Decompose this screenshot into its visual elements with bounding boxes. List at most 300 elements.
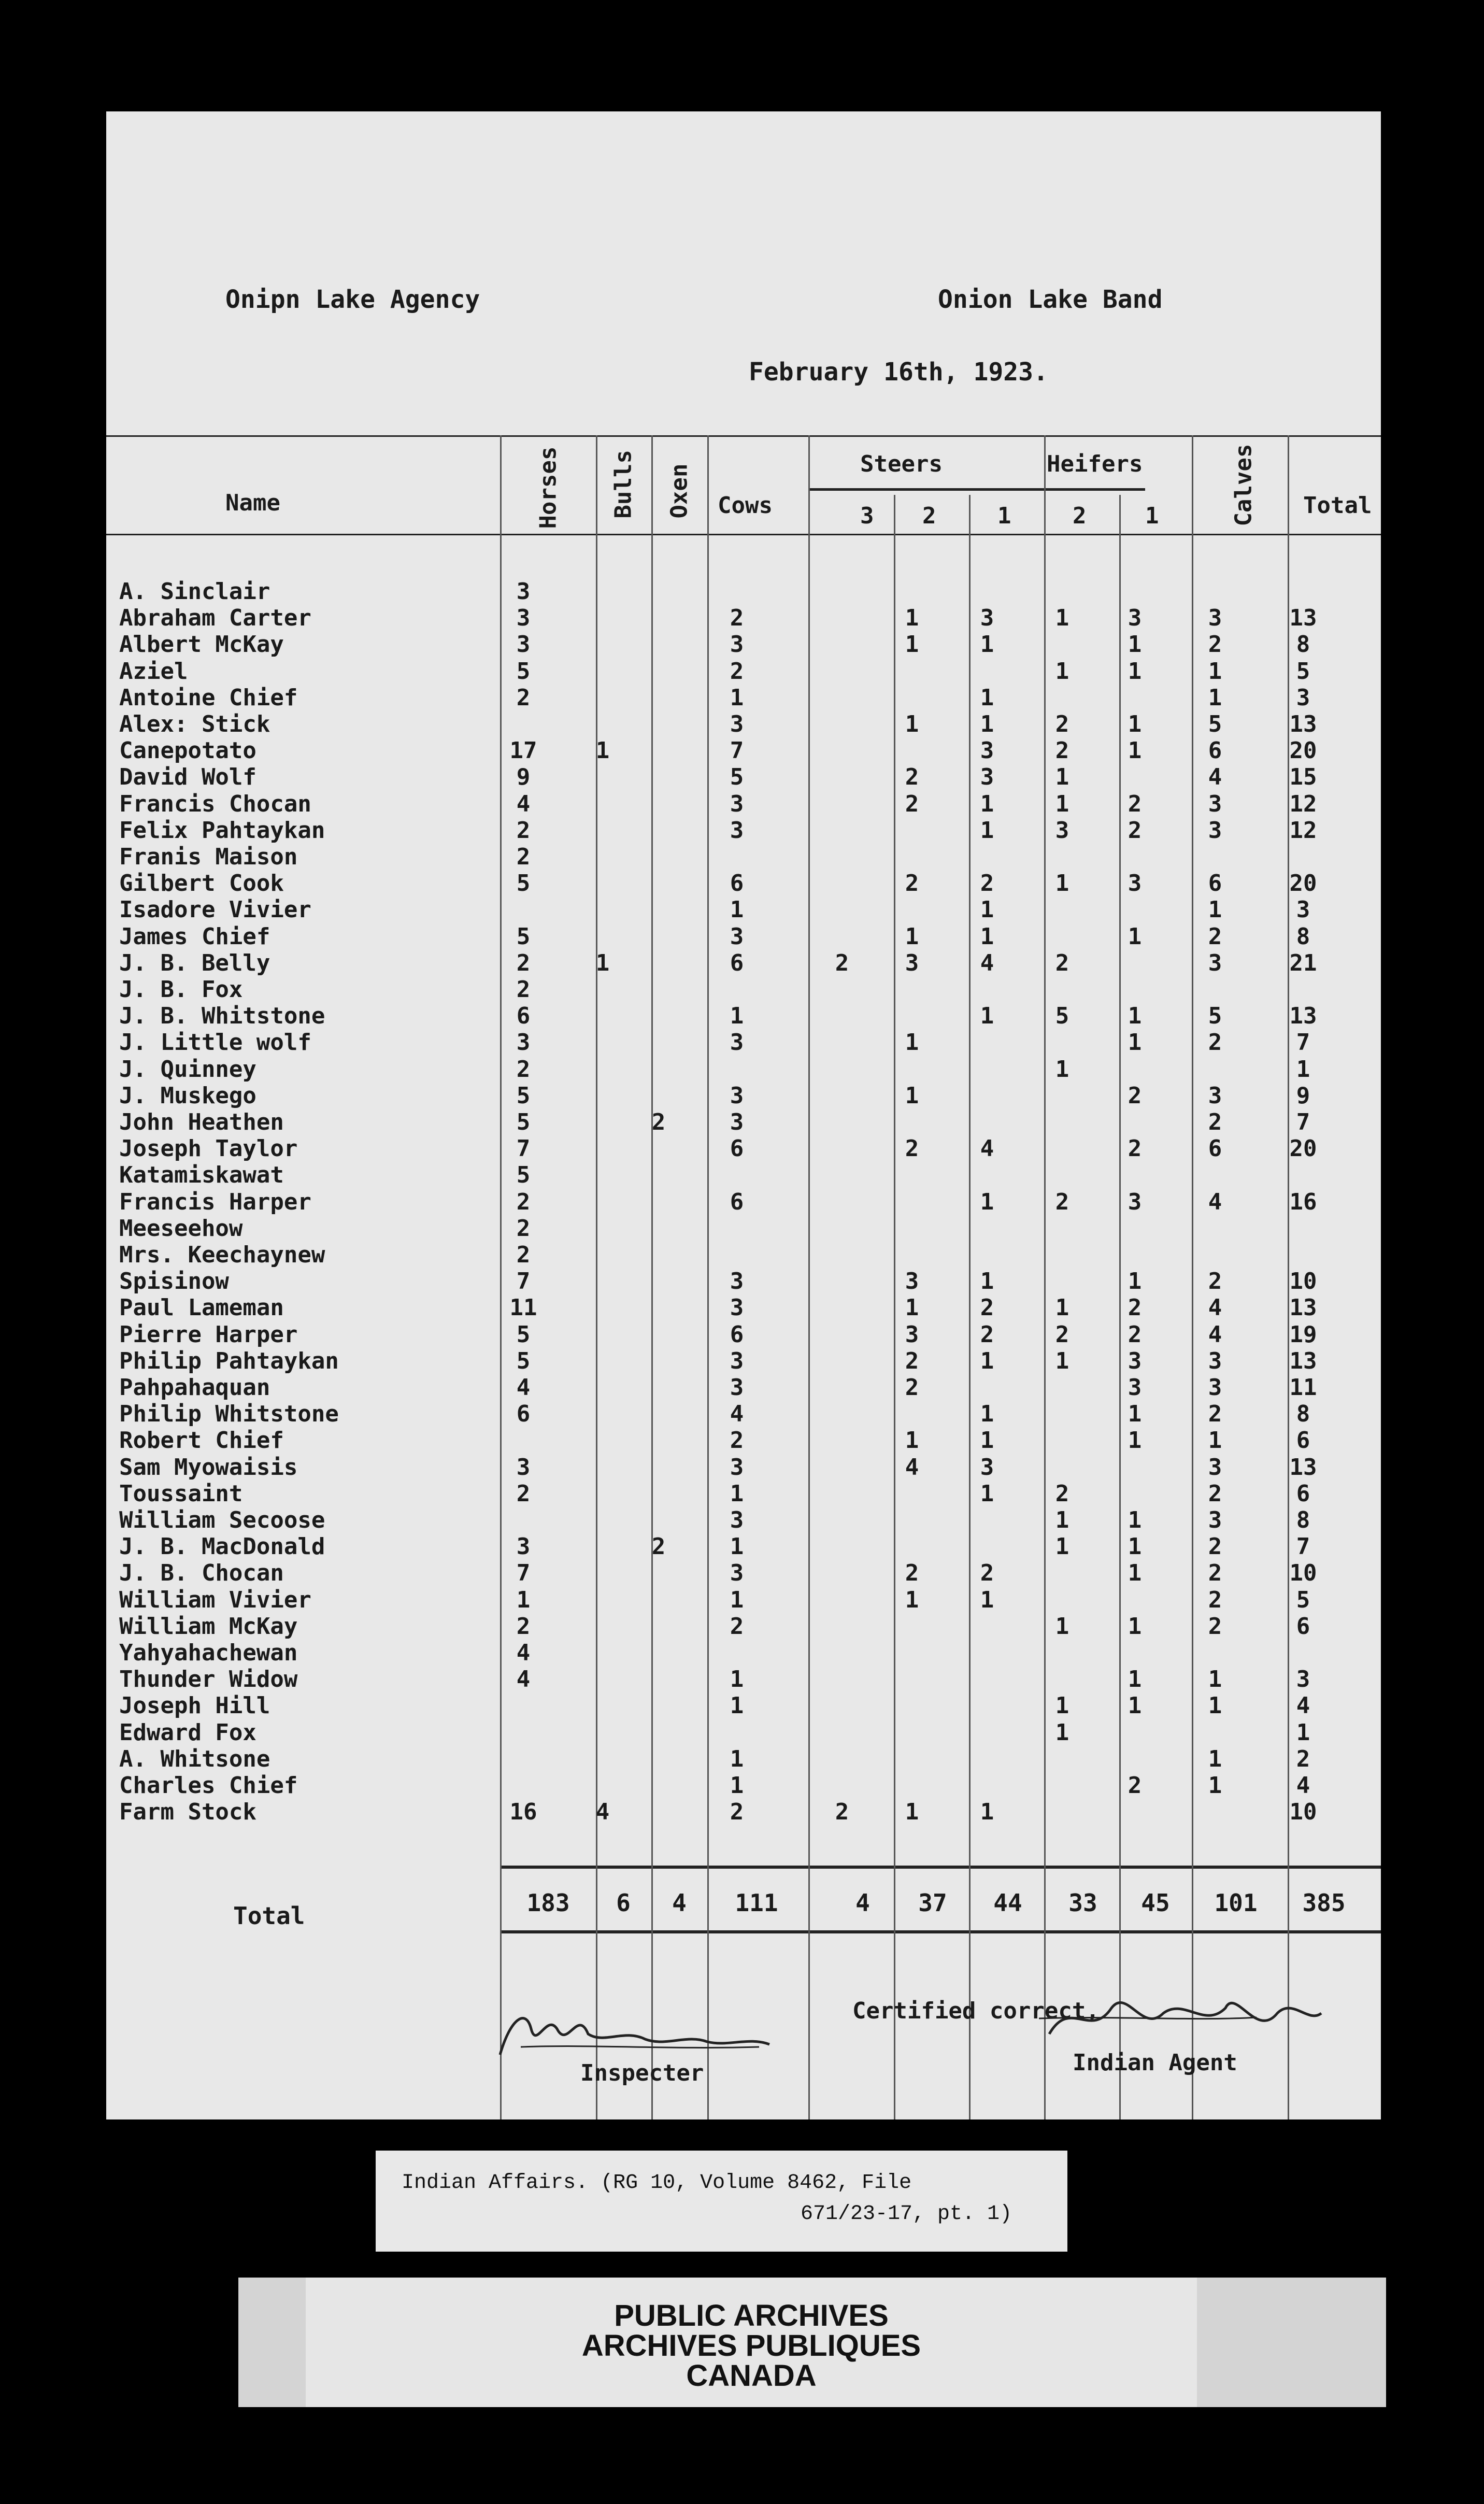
row-cell-calves: 1: [1208, 1692, 1222, 1719]
row-name: Pierre Harper: [119, 1321, 298, 1348]
row-cell-total: 15: [1289, 764, 1317, 791]
row-cell-cows: 3: [730, 790, 744, 817]
row-cell-horses: 3: [516, 1029, 531, 1056]
row-cell-cows: 6: [730, 1188, 744, 1215]
row-cell-h1: 1: [1128, 1268, 1142, 1295]
row-cell-cows: 3: [730, 1374, 744, 1401]
row-cell-cows: 2: [730, 1799, 744, 1826]
row-cell-calves: 4: [1208, 764, 1222, 791]
col-divider: [651, 435, 653, 2119]
row-cell-s2: 2: [905, 790, 919, 817]
row-cell-calves: 2: [1208, 1533, 1222, 1560]
row-cell-total: 1: [1296, 1719, 1310, 1746]
row-cell-h1: 1: [1128, 711, 1142, 737]
row-name: Sam Myowaisis: [119, 1454, 298, 1481]
row-cell-calves: 6: [1208, 870, 1222, 897]
row-cell-h2: 1: [1055, 870, 1069, 897]
row-name: Joseph Taylor: [119, 1135, 298, 1162]
row-name: Thunder Widow: [119, 1666, 298, 1693]
row-cell-horses: 2: [516, 1613, 531, 1640]
row-cell-horses: 4: [516, 1374, 531, 1401]
row-cell-total: 21: [1289, 949, 1317, 976]
row-cell-h1: 1: [1128, 1029, 1142, 1056]
calves-column-header: Calves: [1230, 444, 1257, 527]
row-cell-s1: 1: [980, 1188, 994, 1215]
row-name: Franis Maison: [119, 844, 298, 870]
row-cell-s2: 2: [905, 1374, 919, 1401]
col-divider: [596, 435, 597, 2119]
row-cell-horses: 5: [516, 923, 531, 950]
row-cell-h2: 1: [1055, 790, 1069, 817]
row-cell-total: 5: [1296, 658, 1310, 685]
row-cell-calves: 2: [1208, 1268, 1222, 1295]
row-cell-s2: 1: [905, 1294, 919, 1321]
row-name: Katamiskawat: [119, 1162, 284, 1189]
row-cell-horses: 6: [516, 1003, 531, 1030]
row-cell-total: 13: [1289, 1294, 1317, 1321]
row-cell-horses: 1: [516, 1586, 531, 1613]
row-cell-h1: 1: [1128, 631, 1142, 658]
reference-line-1: Indian Affairs. (RG 10, Volume 8462, File: [402, 2171, 912, 2195]
row-cell-cows: 3: [730, 1029, 744, 1056]
row-name: Albert McKay: [119, 631, 284, 658]
row-cell-calves: 2: [1208, 1586, 1222, 1613]
row-cell-cows: 2: [730, 658, 744, 685]
row-name: William Secoose: [119, 1507, 325, 1533]
row-cell-h1: 1: [1128, 737, 1142, 764]
row-cell-cows: 3: [730, 1507, 744, 1533]
row-cell-total: 8: [1296, 923, 1310, 950]
row-name: Farm Stock: [119, 1799, 256, 1826]
row-cell-cows: 3: [730, 1347, 744, 1374]
row-cell-h2: 2: [1055, 1188, 1069, 1215]
row-cell-h1: 2: [1128, 1082, 1142, 1109]
row-cell-total: 6: [1296, 1613, 1310, 1640]
row-cell-total: 6: [1296, 1480, 1310, 1507]
row-cell-s1: 2: [980, 1294, 994, 1321]
row-name: Philip Pahtaykan: [119, 1347, 339, 1374]
row-cell-horses: 6: [516, 1401, 531, 1428]
row-cell-s2: 3: [905, 1321, 919, 1348]
row-cell-total: 8: [1296, 1507, 1310, 1533]
row-cell-calves: 3: [1208, 949, 1222, 976]
row-cell-bulls: 1: [595, 737, 610, 764]
row-cell-s1: 1: [980, 631, 994, 658]
row-cell-s2: 3: [905, 949, 919, 976]
row-cell-horses: 17: [509, 737, 537, 764]
row-name: Meeseehow: [119, 1215, 243, 1242]
row-cell-oxen: 2: [651, 1109, 666, 1135]
row-cell-s2: 1: [905, 1082, 919, 1109]
row-name: J. B. MacDonald: [119, 1533, 325, 1560]
row-cell-total: 3: [1296, 897, 1310, 923]
row-cell-h1: 3: [1128, 870, 1142, 897]
steers-column-header: Steers: [860, 451, 943, 477]
row-cell-h2: 1: [1055, 764, 1069, 791]
row-cell-h1: 3: [1128, 1374, 1142, 1401]
row-cell-cows: 3: [730, 1560, 744, 1587]
row-cell-h1: 3: [1128, 1188, 1142, 1215]
row-cell-calves: 2: [1208, 1613, 1222, 1640]
row-name: Robert Chief: [119, 1427, 284, 1454]
row-cell-total: 12: [1289, 790, 1317, 817]
total-overall: 385: [1302, 1889, 1346, 1917]
row-cell-calves: 3: [1208, 605, 1222, 632]
row-cell-horses: 2: [516, 949, 531, 976]
row-cell-calves: 3: [1208, 1347, 1222, 1374]
row-cell-h1: 1: [1128, 1613, 1142, 1640]
row-cell-s3: 2: [835, 1799, 849, 1826]
row-cell-cows: 3: [730, 1454, 744, 1481]
row-cell-calves: 4: [1208, 1188, 1222, 1215]
row-cell-cows: 3: [730, 923, 744, 950]
row-cell-h1: 1: [1128, 658, 1142, 685]
row-cell-total: 4: [1296, 1772, 1310, 1799]
row-cell-cows: 2: [730, 605, 744, 632]
row-cell-cows: 7: [730, 737, 744, 764]
total-column-header: Total: [1303, 492, 1372, 519]
row-cell-cows: 3: [730, 1082, 744, 1109]
row-cell-h2: 1: [1055, 1613, 1069, 1640]
row-name: Joseph Hill: [119, 1692, 270, 1719]
row-cell-s1: 1: [980, 711, 994, 737]
cows-column-header: Cows: [718, 492, 773, 519]
total-calves: 101: [1214, 1889, 1258, 1917]
row-cell-h2: 2: [1055, 1480, 1069, 1507]
row-cell-s1: 1: [980, 1586, 994, 1613]
row-name: Canepotato: [119, 737, 256, 764]
row-cell-horses: 2: [516, 844, 531, 870]
row-name: Toussaint: [119, 1480, 243, 1507]
row-cell-h1: 1: [1128, 1560, 1142, 1587]
document-page: [106, 111, 1381, 2119]
row-cell-horses: 4: [516, 790, 531, 817]
row-cell-calves: 3: [1208, 1507, 1222, 1533]
row-cell-h2: 1: [1055, 1533, 1069, 1560]
row-cell-cows: 3: [730, 631, 744, 658]
row-cell-cows: 1: [730, 684, 744, 711]
row-cell-horses: 2: [516, 1188, 531, 1215]
row-cell-h2: 2: [1055, 737, 1069, 764]
row-cell-horses: 5: [516, 1321, 531, 1348]
row-cell-s1: 1: [980, 1268, 994, 1295]
row-cell-calves: 2: [1208, 923, 1222, 950]
row-cell-total: 10: [1289, 1560, 1317, 1587]
col-divider: [707, 435, 709, 2119]
row-name: J. B. Belly: [119, 949, 270, 976]
row-cell-horses: 5: [516, 1162, 531, 1189]
row-name: J. Little wolf: [119, 1029, 311, 1056]
total-cows: 111: [735, 1889, 778, 1917]
row-name: David Wolf: [119, 764, 256, 791]
row-cell-total: 20: [1289, 737, 1317, 764]
oxen-column-header: Oxen: [666, 463, 693, 519]
row-cell-s1: 1: [980, 1401, 994, 1428]
row-cell-total: 6: [1296, 1427, 1310, 1454]
row-cell-cows: 4: [730, 1401, 744, 1428]
row-cell-horses: 5: [516, 1082, 531, 1109]
row-cell-horses: 7: [516, 1135, 531, 1162]
steers-2-header: 2: [922, 503, 936, 529]
row-cell-calves: 1: [1208, 1427, 1222, 1454]
row-cell-total: 10: [1289, 1799, 1317, 1826]
row-name: Edward Fox: [119, 1719, 256, 1746]
row-cell-cows: 1: [730, 1533, 744, 1560]
row-cell-s1: 1: [980, 790, 994, 817]
row-name: Alex: Stick: [119, 711, 270, 737]
row-cell-h1: 1: [1128, 1666, 1142, 1693]
row-cell-s2: 2: [905, 1135, 919, 1162]
agency-name: Onipn Lake Agency: [225, 285, 480, 314]
name-column-header: Name: [225, 490, 280, 516]
row-cell-s1: 1: [980, 897, 994, 923]
row-cell-calves: 4: [1208, 1321, 1222, 1348]
row-cell-calves: 2: [1208, 631, 1222, 658]
row-cell-calves: 2: [1208, 1029, 1222, 1056]
row-cell-s1: 1: [980, 1003, 994, 1030]
row-name: J. B. Fox: [119, 976, 243, 1003]
row-cell-horses: 7: [516, 1560, 531, 1587]
row-name: Spisinow: [119, 1268, 229, 1295]
row-cell-calves: 2: [1208, 1109, 1222, 1135]
row-cell-s1: 4: [980, 949, 994, 976]
row-cell-s1: 1: [980, 1427, 994, 1454]
row-cell-bulls: 4: [595, 1799, 610, 1826]
row-cell-cows: 1: [730, 1692, 744, 1719]
heifers-1-header: 1: [1145, 503, 1159, 529]
row-cell-cows: 1: [730, 1745, 744, 1772]
row-cell-cows: 1: [730, 1586, 744, 1613]
row-cell-total: 20: [1289, 1135, 1317, 1162]
row-cell-h2: 1: [1055, 1294, 1069, 1321]
row-name: Francis Harper: [119, 1188, 311, 1215]
row-cell-s1: 1: [980, 1480, 994, 1507]
heifers-column-header: Heifers: [1047, 451, 1143, 477]
row-cell-cows: 6: [730, 1321, 744, 1348]
row-cell-calves: 2: [1208, 1560, 1222, 1587]
row-name: John Heathen: [119, 1109, 284, 1135]
total-heifers-1: 45: [1141, 1889, 1170, 1917]
row-cell-h2: 1: [1055, 605, 1069, 632]
row-cell-cows: 1: [730, 897, 744, 923]
row-cell-h1: 1: [1128, 1507, 1142, 1533]
row-name: Francis Chocan: [119, 790, 311, 817]
row-cell-h1: 3: [1128, 1347, 1142, 1374]
row-cell-cows: 6: [730, 949, 744, 976]
row-cell-horses: 5: [516, 870, 531, 897]
row-cell-total: 3: [1296, 684, 1310, 711]
row-cell-calves: 1: [1208, 1772, 1222, 1799]
total-oxen: 4: [672, 1889, 687, 1917]
row-cell-calves: 2: [1208, 1401, 1222, 1428]
row-cell-horses: 2: [516, 1480, 531, 1507]
row-cell-s2: 1: [905, 1799, 919, 1826]
row-cell-calves: 4: [1208, 1294, 1222, 1321]
row-cell-horses: 3: [516, 578, 531, 605]
row-cell-calves: 3: [1208, 817, 1222, 844]
row-cell-horses: 4: [516, 1666, 531, 1693]
row-cell-total: 11: [1289, 1374, 1317, 1401]
row-name: Antoine Chief: [119, 684, 298, 711]
row-cell-calves: 6: [1208, 1135, 1222, 1162]
row-cell-calves: 1: [1208, 684, 1222, 711]
reference-line-2: 671/23-17, pt. 1): [801, 2202, 1012, 2226]
row-cell-horses: 7: [516, 1268, 531, 1295]
row-cell-horses: 3: [516, 1533, 531, 1560]
total-heifers-2: 33: [1068, 1889, 1097, 1917]
row-name: Philip Whitstone: [119, 1401, 339, 1428]
row-cell-h2: 1: [1055, 1692, 1069, 1719]
row-name: Gilbert Cook: [119, 870, 284, 897]
row-name: Pahpahaquan: [119, 1374, 270, 1401]
row-cell-oxen: 2: [651, 1533, 666, 1560]
row-name: Charles Chief: [119, 1772, 298, 1799]
row-cell-s1: 3: [980, 1454, 994, 1481]
header-bottom-rule: [106, 534, 1381, 535]
row-cell-calves: 1: [1208, 897, 1222, 923]
row-name: Isadore Vivier: [119, 897, 311, 923]
row-cell-h2: 2: [1055, 949, 1069, 976]
row-cell-cows: 3: [730, 1109, 744, 1135]
row-cell-horses: 5: [516, 1347, 531, 1374]
row-cell-h1: 1: [1128, 1692, 1142, 1719]
row-cell-s1: 1: [980, 817, 994, 844]
row-cell-h1: 1: [1128, 1427, 1142, 1454]
row-cell-total: 13: [1289, 711, 1317, 737]
row-cell-cows: 3: [730, 711, 744, 737]
totals-top-rule: [500, 1866, 1381, 1869]
row-cell-h2: 1: [1055, 1507, 1069, 1533]
row-cell-total: 5: [1296, 1586, 1310, 1613]
row-name: James Chief: [119, 923, 270, 950]
row-cell-h1: 2: [1128, 790, 1142, 817]
agent-signature: [1039, 1977, 1329, 2050]
row-cell-s1: 2: [980, 1321, 994, 1348]
row-cell-total: 7: [1296, 1533, 1310, 1560]
row-cell-cows: 6: [730, 1135, 744, 1162]
row-cell-h2: 1: [1055, 658, 1069, 685]
row-cell-total: 13: [1289, 605, 1317, 632]
row-cell-s2: 1: [905, 1427, 919, 1454]
row-cell-total: 3: [1296, 1666, 1310, 1693]
row-name: Aziel: [119, 658, 188, 685]
row-cell-calves: 3: [1208, 1082, 1222, 1109]
row-cell-s3: 2: [835, 949, 849, 976]
row-cell-horses: 3: [516, 1454, 531, 1481]
row-cell-total: 8: [1296, 631, 1310, 658]
row-cell-s2: 2: [905, 1347, 919, 1374]
row-cell-h1: 3: [1128, 605, 1142, 632]
total-steers-1: 44: [993, 1889, 1022, 1917]
row-cell-h2: 2: [1055, 1321, 1069, 1348]
row-cell-horses: 2: [516, 1056, 531, 1083]
row-cell-h1: 2: [1128, 1294, 1142, 1321]
row-cell-total: 13: [1289, 1003, 1317, 1030]
row-cell-total: 4: [1296, 1692, 1310, 1719]
agent-label: Indian Agent: [1073, 2050, 1237, 2076]
row-cell-calves: 3: [1208, 1454, 1222, 1481]
row-cell-calves: 1: [1208, 1745, 1222, 1772]
row-cell-h1: 2: [1128, 817, 1142, 844]
row-cell-s2: 4: [905, 1454, 919, 1481]
archives-stamp: [306, 2278, 1197, 2407]
row-name: William McKay: [119, 1613, 298, 1640]
row-cell-horses: 3: [516, 631, 531, 658]
totals-bottom-rule: [500, 1930, 1381, 1933]
inspector-signature: [490, 1998, 780, 2065]
row-cell-horses: 9: [516, 764, 531, 791]
row-cell-cows: 1: [730, 1772, 744, 1799]
row-cell-s2: 2: [905, 870, 919, 897]
row-name: J. Quinney: [119, 1056, 256, 1083]
steers-heifers-rule: [808, 488, 1145, 491]
row-name: J. Muskego: [119, 1082, 256, 1109]
row-cell-h1: 1: [1128, 1533, 1142, 1560]
col-divider: [1192, 435, 1193, 2119]
row-name: Mrs. Keechaynew: [119, 1242, 325, 1268]
inspector-label: Inspecter: [580, 2060, 704, 2086]
row-cell-s2: 1: [905, 605, 919, 632]
row-cell-total: 16: [1289, 1188, 1317, 1215]
row-cell-total: 9: [1296, 1082, 1310, 1109]
row-cell-s2: 1: [905, 1586, 919, 1613]
total-steers-3: 4: [855, 1889, 870, 1917]
row-cell-horses: 2: [516, 976, 531, 1003]
document-date: February 16th, 1923.: [749, 358, 1048, 387]
band-name: Onion Lake Band: [938, 285, 1163, 314]
row-cell-s2: 2: [905, 764, 919, 791]
steers-3-header: 3: [860, 503, 874, 529]
row-cell-calves: 6: [1208, 737, 1222, 764]
row-cell-calves: 3: [1208, 1374, 1222, 1401]
row-cell-total: 7: [1296, 1109, 1310, 1135]
bulls-column-header: Bulls: [610, 450, 637, 519]
horses-column-header: Horses: [535, 446, 562, 529]
row-cell-h2: 1: [1055, 1347, 1069, 1374]
row-cell-total: 13: [1289, 1347, 1317, 1374]
row-cell-total: 7: [1296, 1029, 1310, 1056]
row-name: William Vivier: [119, 1586, 311, 1613]
row-cell-s2: 2: [905, 1560, 919, 1587]
row-cell-bulls: 1: [595, 949, 610, 976]
row-cell-cows: 2: [730, 1613, 744, 1640]
row-cell-total: 19: [1289, 1321, 1317, 1348]
row-cell-cows: 5: [730, 764, 744, 791]
heifers-2-header: 2: [1073, 503, 1087, 529]
row-cell-horses: 5: [516, 658, 531, 685]
row-cell-calves: 5: [1208, 1003, 1222, 1030]
row-name: J. B. Whitstone: [119, 1003, 325, 1030]
row-cell-horses: 16: [509, 1799, 537, 1826]
row-cell-s1: 2: [980, 870, 994, 897]
totals-label: Total: [233, 1902, 305, 1930]
row-name: Paul Lameman: [119, 1294, 284, 1321]
row-cell-total: 13: [1289, 1454, 1317, 1481]
row-cell-s1: 2: [980, 1560, 994, 1587]
row-cell-total: 10: [1289, 1268, 1317, 1295]
row-cell-cows: 2: [730, 1427, 744, 1454]
row-cell-h2: 1: [1055, 1056, 1069, 1083]
row-cell-h1: 1: [1128, 1401, 1142, 1428]
row-cell-cows: 1: [730, 1666, 744, 1693]
row-name: J. B. Chocan: [119, 1560, 284, 1587]
row-cell-h2: 2: [1055, 711, 1069, 737]
row-name: Yahyahachewan: [119, 1640, 298, 1666]
row-cell-calves: 1: [1208, 658, 1222, 685]
total-steers-2: 37: [918, 1889, 947, 1917]
row-cell-calves: 1: [1208, 1666, 1222, 1693]
row-cell-horses: 3: [516, 605, 531, 632]
